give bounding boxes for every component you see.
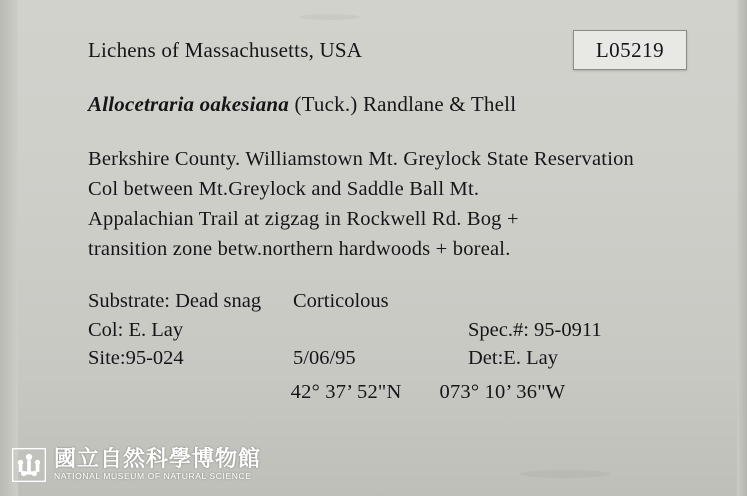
museum-name-en: NATIONAL MUSEUM OF NATURAL SCIENCE bbox=[54, 471, 252, 481]
determiner: Det:E. Lay bbox=[468, 347, 558, 369]
scientific-name: Allocetraria oakesiana bbox=[88, 92, 289, 116]
substrate-row bbox=[88, 290, 747, 319]
label-header: Lichens of Massachusetts, USA bbox=[88, 38, 363, 62]
locality-line: Col between Mt.Greylock and Saddle Ball Mt. bbox=[88, 178, 480, 200]
site-number: Site:95-024 bbox=[88, 347, 184, 369]
taxon-authority: (Tuck.) Randlane & Thell bbox=[294, 92, 517, 116]
taxon-line bbox=[88, 90, 747, 118]
museum-watermark bbox=[12, 447, 261, 482]
specimen-label-text bbox=[88, 36, 747, 406]
locality-line: Appalachian Trail at zigzag in Rockwell Rd. Bog + bbox=[88, 208, 519, 230]
collection-date: 5/06/95 bbox=[293, 347, 356, 369]
locality-block bbox=[88, 144, 747, 264]
museum-name-block bbox=[54, 447, 261, 482]
collector: Col: E. Lay bbox=[88, 318, 184, 341]
locality-line: transition zone betw.northern hardwoods + boreal. bbox=[88, 238, 511, 260]
spec-number: Spec.#: 95-0911 bbox=[468, 318, 602, 341]
paper-speckle bbox=[300, 14, 360, 20]
longitude: 073° 10’ 36"W bbox=[439, 380, 566, 403]
museum-name-cn: 國立自然科學博物館 bbox=[54, 446, 262, 471]
accession-number-tag bbox=[573, 30, 687, 70]
collector-row bbox=[88, 319, 747, 348]
locality-line: Berkshire County. Williamstown Mt. Greylock State Reservation bbox=[88, 148, 635, 170]
substrate-label: Substrate: Dead snag bbox=[88, 290, 262, 312]
substrate-type: Corticolous bbox=[293, 290, 389, 312]
latitude: 42° 37’ 52"N bbox=[290, 380, 402, 403]
sheet-left-edge bbox=[0, 0, 18, 496]
coordinates-row bbox=[88, 378, 747, 407]
accession-code: L05219 bbox=[595, 37, 665, 62]
details-block bbox=[88, 290, 747, 406]
site-row bbox=[88, 347, 747, 376]
museum-logo-icon bbox=[12, 448, 46, 482]
paper-speckle bbox=[520, 470, 610, 478]
